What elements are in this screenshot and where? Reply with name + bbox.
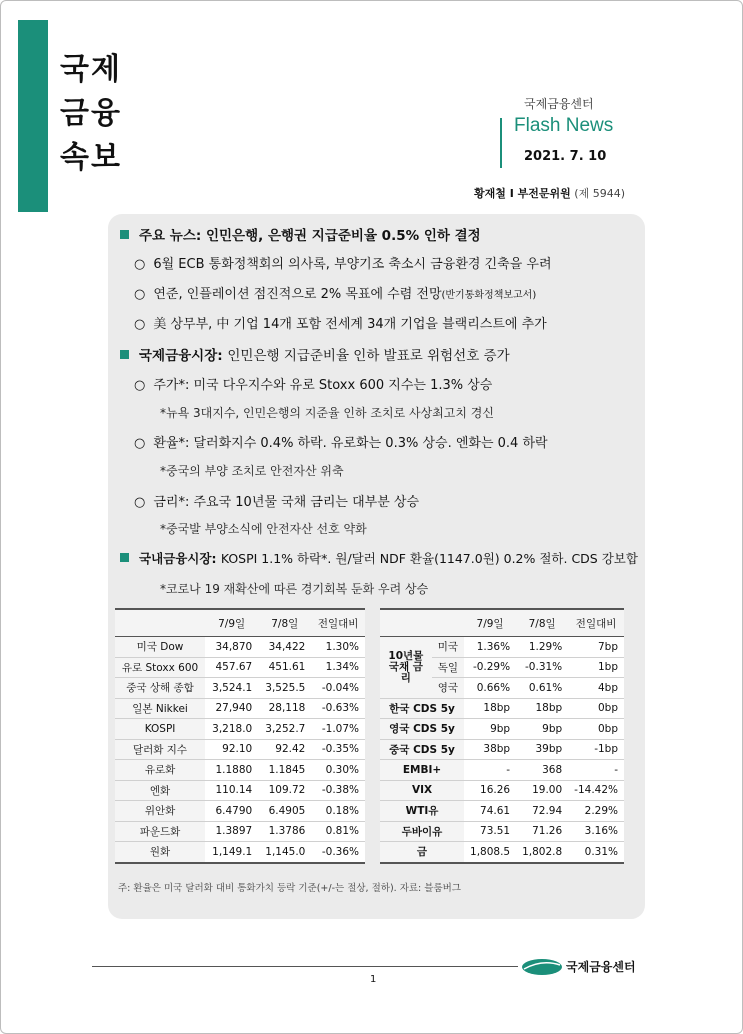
logo-text: 국제금융센터 <box>566 960 636 974</box>
circle-bullet-icon: ○ <box>134 495 146 510</box>
value-cell: 1,808.5 <box>464 842 516 863</box>
value-cell: 39bp <box>516 739 568 760</box>
note-fx: *중국의 부양 조치로 안전자산 위축 <box>160 464 344 478</box>
org-name: 국제금융센터 <box>524 97 594 111</box>
value-cell: 1,149.1 <box>205 842 258 863</box>
row-label: 원화 <box>115 842 205 863</box>
section-title: 국제금융시장: <box>139 348 223 364</box>
list-item <box>134 313 547 332</box>
value-cell: 3,218.0 <box>205 719 258 740</box>
table-row <box>380 821 624 842</box>
change-cell: 0.31% <box>568 842 624 863</box>
note-stock: *뉴욕 3대지수, 인민은행의 지준율 인하 조치로 사상최고치 경신 <box>160 406 494 420</box>
value-cell: -0.29% <box>464 657 516 678</box>
value-cell: 9bp <box>464 719 516 740</box>
flash-news-label: Flash News <box>514 115 614 136</box>
value-cell: 92.10 <box>205 739 258 760</box>
item-text: 연준, 인플레이션 점진적으로 2% 목표에 수렴 전망 <box>153 287 442 302</box>
value-cell: 3,252.7 <box>258 719 311 740</box>
value-cell: 28,118 <box>258 698 311 719</box>
header-divider <box>500 118 502 168</box>
square-bullet-icon <box>120 553 129 562</box>
market-table-right <box>380 608 624 864</box>
table-row <box>115 719 365 740</box>
value-cell: 71.26 <box>516 821 568 842</box>
column-header <box>115 609 205 637</box>
row-label: 파운드화 <box>115 821 205 842</box>
row-label: 영국 <box>432 678 464 699</box>
change-cell: 1.30% <box>311 637 365 658</box>
row-label: 중국 CDS 5y <box>380 739 464 760</box>
change-cell: -0.04% <box>311 678 365 699</box>
value-cell: 1,802.8 <box>516 842 568 863</box>
row-label: 엔화 <box>115 780 205 801</box>
circle-bullet-icon: ○ <box>134 287 146 302</box>
value-cell: 19.00 <box>516 780 568 801</box>
column-header: 7/9일 <box>464 609 516 637</box>
column-header: 7/9일 <box>205 609 258 637</box>
column-header: 7/8일 <box>516 609 568 637</box>
table-row <box>115 780 365 801</box>
row-label: 일본 Nikkei <box>115 698 205 719</box>
footer-divider <box>92 966 518 967</box>
table-footnote: 주: 환율은 미국 달러화 대비 통화가치 등락 기준(+/-는 절상, 절하). 자료: 블룸버그 <box>118 883 461 894</box>
value-cell: 34,870 <box>205 637 258 658</box>
list-item-fx <box>134 432 548 451</box>
value-cell: -0.31% <box>516 657 568 678</box>
table-row <box>115 842 365 863</box>
row-label: 달러화 지수 <box>115 739 205 760</box>
row-label: 두바이유 <box>380 821 464 842</box>
section-subtitle: 인민은행 지급준비율 인하 발표로 위험선호 증가 <box>227 348 510 364</box>
change-cell: 0.18% <box>311 801 365 822</box>
circle-bullet-icon: ○ <box>134 436 146 451</box>
group-label: 10년물 국채 금리 <box>380 637 432 699</box>
circle-bullet-icon: ○ <box>134 257 146 272</box>
value-cell: 92.42 <box>258 739 311 760</box>
value-cell: 18bp <box>516 698 568 719</box>
table-header-row <box>115 609 365 637</box>
author-name: 황재철 I 부전문위원 <box>474 187 571 200</box>
value-cell: 451.61 <box>258 657 311 678</box>
title-line: 속보 <box>60 140 122 175</box>
table-row <box>380 801 624 822</box>
change-cell: -0.36% <box>311 842 365 863</box>
note-domestic: *코로나 19 재확산에 따른 경기회복 둔화 우려 상승 <box>160 582 429 596</box>
change-cell: 0.30% <box>311 760 365 781</box>
table-row <box>115 678 365 699</box>
table-row <box>115 760 365 781</box>
section-global-market <box>120 344 510 364</box>
value-cell: 6.4905 <box>258 801 311 822</box>
value-cell: 3,524.1 <box>205 678 258 699</box>
value-cell: 1.3897 <box>205 821 258 842</box>
value-cell: 109.72 <box>258 780 311 801</box>
value-cell: 38bp <box>464 739 516 760</box>
row-label: 유로화 <box>115 760 205 781</box>
change-cell: 0bp <box>568 698 624 719</box>
value-cell: - <box>464 760 516 781</box>
value-cell: 1.1845 <box>258 760 311 781</box>
value-cell: 9bp <box>516 719 568 740</box>
market-table-left <box>115 608 365 864</box>
row-label: 미국 <box>432 637 464 658</box>
row-label: EMBI+ <box>380 760 464 781</box>
author-line <box>474 185 625 201</box>
column-header <box>380 609 464 637</box>
item-note: (반기통화정책보고서) <box>441 290 537 301</box>
section-title: 주요 뉴스: 인민은행, 은행권 지급준비율 0.5% 인하 결정 <box>139 228 481 244</box>
item-text: 금리*: 주요국 10년물 국채 금리는 대부분 상승 <box>153 495 420 510</box>
column-header: 전일대비 <box>568 609 624 637</box>
change-cell: 4bp <box>568 678 624 699</box>
table-row <box>115 698 365 719</box>
row-label: 영국 CDS 5y <box>380 719 464 740</box>
title-line: 금융 <box>60 96 122 131</box>
report-date: 2021. 7. 10 <box>524 149 607 164</box>
change-cell: -0.35% <box>311 739 365 760</box>
table-row <box>115 657 365 678</box>
section-subtitle: KOSPI 1.1% 하락*. 원/달러 NDF 환율(1147.0원) 0.2% 절하. CDS 강보합 <box>220 551 638 566</box>
change-cell: 0bp <box>568 719 624 740</box>
change-cell: 2.29% <box>568 801 624 822</box>
value-cell: 457.67 <box>205 657 258 678</box>
table-row <box>380 760 624 781</box>
value-cell: 1.3786 <box>258 821 311 842</box>
row-label: 금 <box>380 842 464 863</box>
row-label: 위안화 <box>115 801 205 822</box>
value-cell: 1.1880 <box>205 760 258 781</box>
value-cell: 110.14 <box>205 780 258 801</box>
note-rate: *중국발 부양소식에 안전자산 선호 약화 <box>160 522 367 536</box>
value-cell: 1,145.0 <box>258 842 311 863</box>
table-row <box>380 637 624 658</box>
section-main-news <box>120 224 481 244</box>
table-row <box>115 637 365 658</box>
table-row <box>380 698 624 719</box>
item-text: 환율*: 달러화지수 0.4% 하락. 유로화는 0.3% 상승. 엔화는 0.4 하락 <box>153 436 548 451</box>
row-label: 미국 Dow <box>115 637 205 658</box>
value-cell: 1.36% <box>464 637 516 658</box>
circle-bullet-icon: ○ <box>134 378 146 393</box>
row-label: WTI유 <box>380 801 464 822</box>
value-cell: 73.51 <box>464 821 516 842</box>
table-row <box>115 739 365 760</box>
change-cell: 1.34% <box>311 657 365 678</box>
list-item <box>134 283 536 302</box>
list-item-rate <box>134 491 419 510</box>
change-cell: -1.07% <box>311 719 365 740</box>
row-label: 중국 상해 종합 <box>115 678 205 699</box>
table-row <box>380 719 624 740</box>
item-text: 美 상무부, 中 기업 14개 포함 전세계 34개 기업을 블랙리스트에 추가 <box>153 317 547 332</box>
title-accent-bar <box>18 20 48 212</box>
change-cell: 7bp <box>568 637 624 658</box>
value-cell: 0.66% <box>464 678 516 699</box>
row-label: VIX <box>380 780 464 801</box>
table-row <box>115 801 365 822</box>
value-cell: 16.26 <box>464 780 516 801</box>
value-cell: 368 <box>516 760 568 781</box>
value-cell: 0.61% <box>516 678 568 699</box>
change-cell: 0.81% <box>311 821 365 842</box>
table-row <box>380 739 624 760</box>
table-row <box>380 842 624 863</box>
issue-number: (제 5944) <box>574 187 625 200</box>
title-line: 국제 <box>60 52 122 87</box>
row-label: 한국 CDS 5y <box>380 698 464 719</box>
list-item-stock <box>134 374 492 393</box>
change-cell: 3.16% <box>568 821 624 842</box>
square-bullet-icon <box>120 350 129 359</box>
change-cell: -1bp <box>568 739 624 760</box>
change-cell: -0.63% <box>311 698 365 719</box>
list-item <box>134 253 552 272</box>
section-title: 국내금융시장: <box>139 551 217 566</box>
table-header-row <box>380 609 624 637</box>
row-label: 독일 <box>432 657 464 678</box>
table-row <box>115 821 365 842</box>
value-cell: 72.94 <box>516 801 568 822</box>
page-number: 1 <box>370 974 377 985</box>
value-cell: 34,422 <box>258 637 311 658</box>
report-title <box>60 48 122 180</box>
table-row <box>380 780 624 801</box>
item-text: 주가*: 미국 다우지수와 유로 Stoxx 600 지수는 1.3% 상승 <box>153 378 493 393</box>
row-label: KOSPI <box>115 719 205 740</box>
value-cell: 18bp <box>464 698 516 719</box>
value-cell: 6.4790 <box>205 801 258 822</box>
value-cell: 3,525.5 <box>258 678 311 699</box>
column-header: 7/8일 <box>258 609 311 637</box>
change-cell: 1bp <box>568 657 624 678</box>
section-domestic-market <box>120 549 638 567</box>
row-label: 유로 Stoxx 600 <box>115 657 205 678</box>
value-cell: 74.61 <box>464 801 516 822</box>
value-cell: 27,940 <box>205 698 258 719</box>
column-header: 전일대비 <box>311 609 365 637</box>
kcif-logo-icon <box>520 957 564 981</box>
change-cell: - <box>568 760 624 781</box>
item-text: 6월 ECB 통화정책회의 의사록, 부양기조 축소시 금융환경 긴축을 우려 <box>153 257 552 272</box>
change-cell: -0.38% <box>311 780 365 801</box>
circle-bullet-icon: ○ <box>134 317 146 332</box>
change-cell: -14.42% <box>568 780 624 801</box>
value-cell: 1.29% <box>516 637 568 658</box>
square-bullet-icon <box>120 230 129 239</box>
